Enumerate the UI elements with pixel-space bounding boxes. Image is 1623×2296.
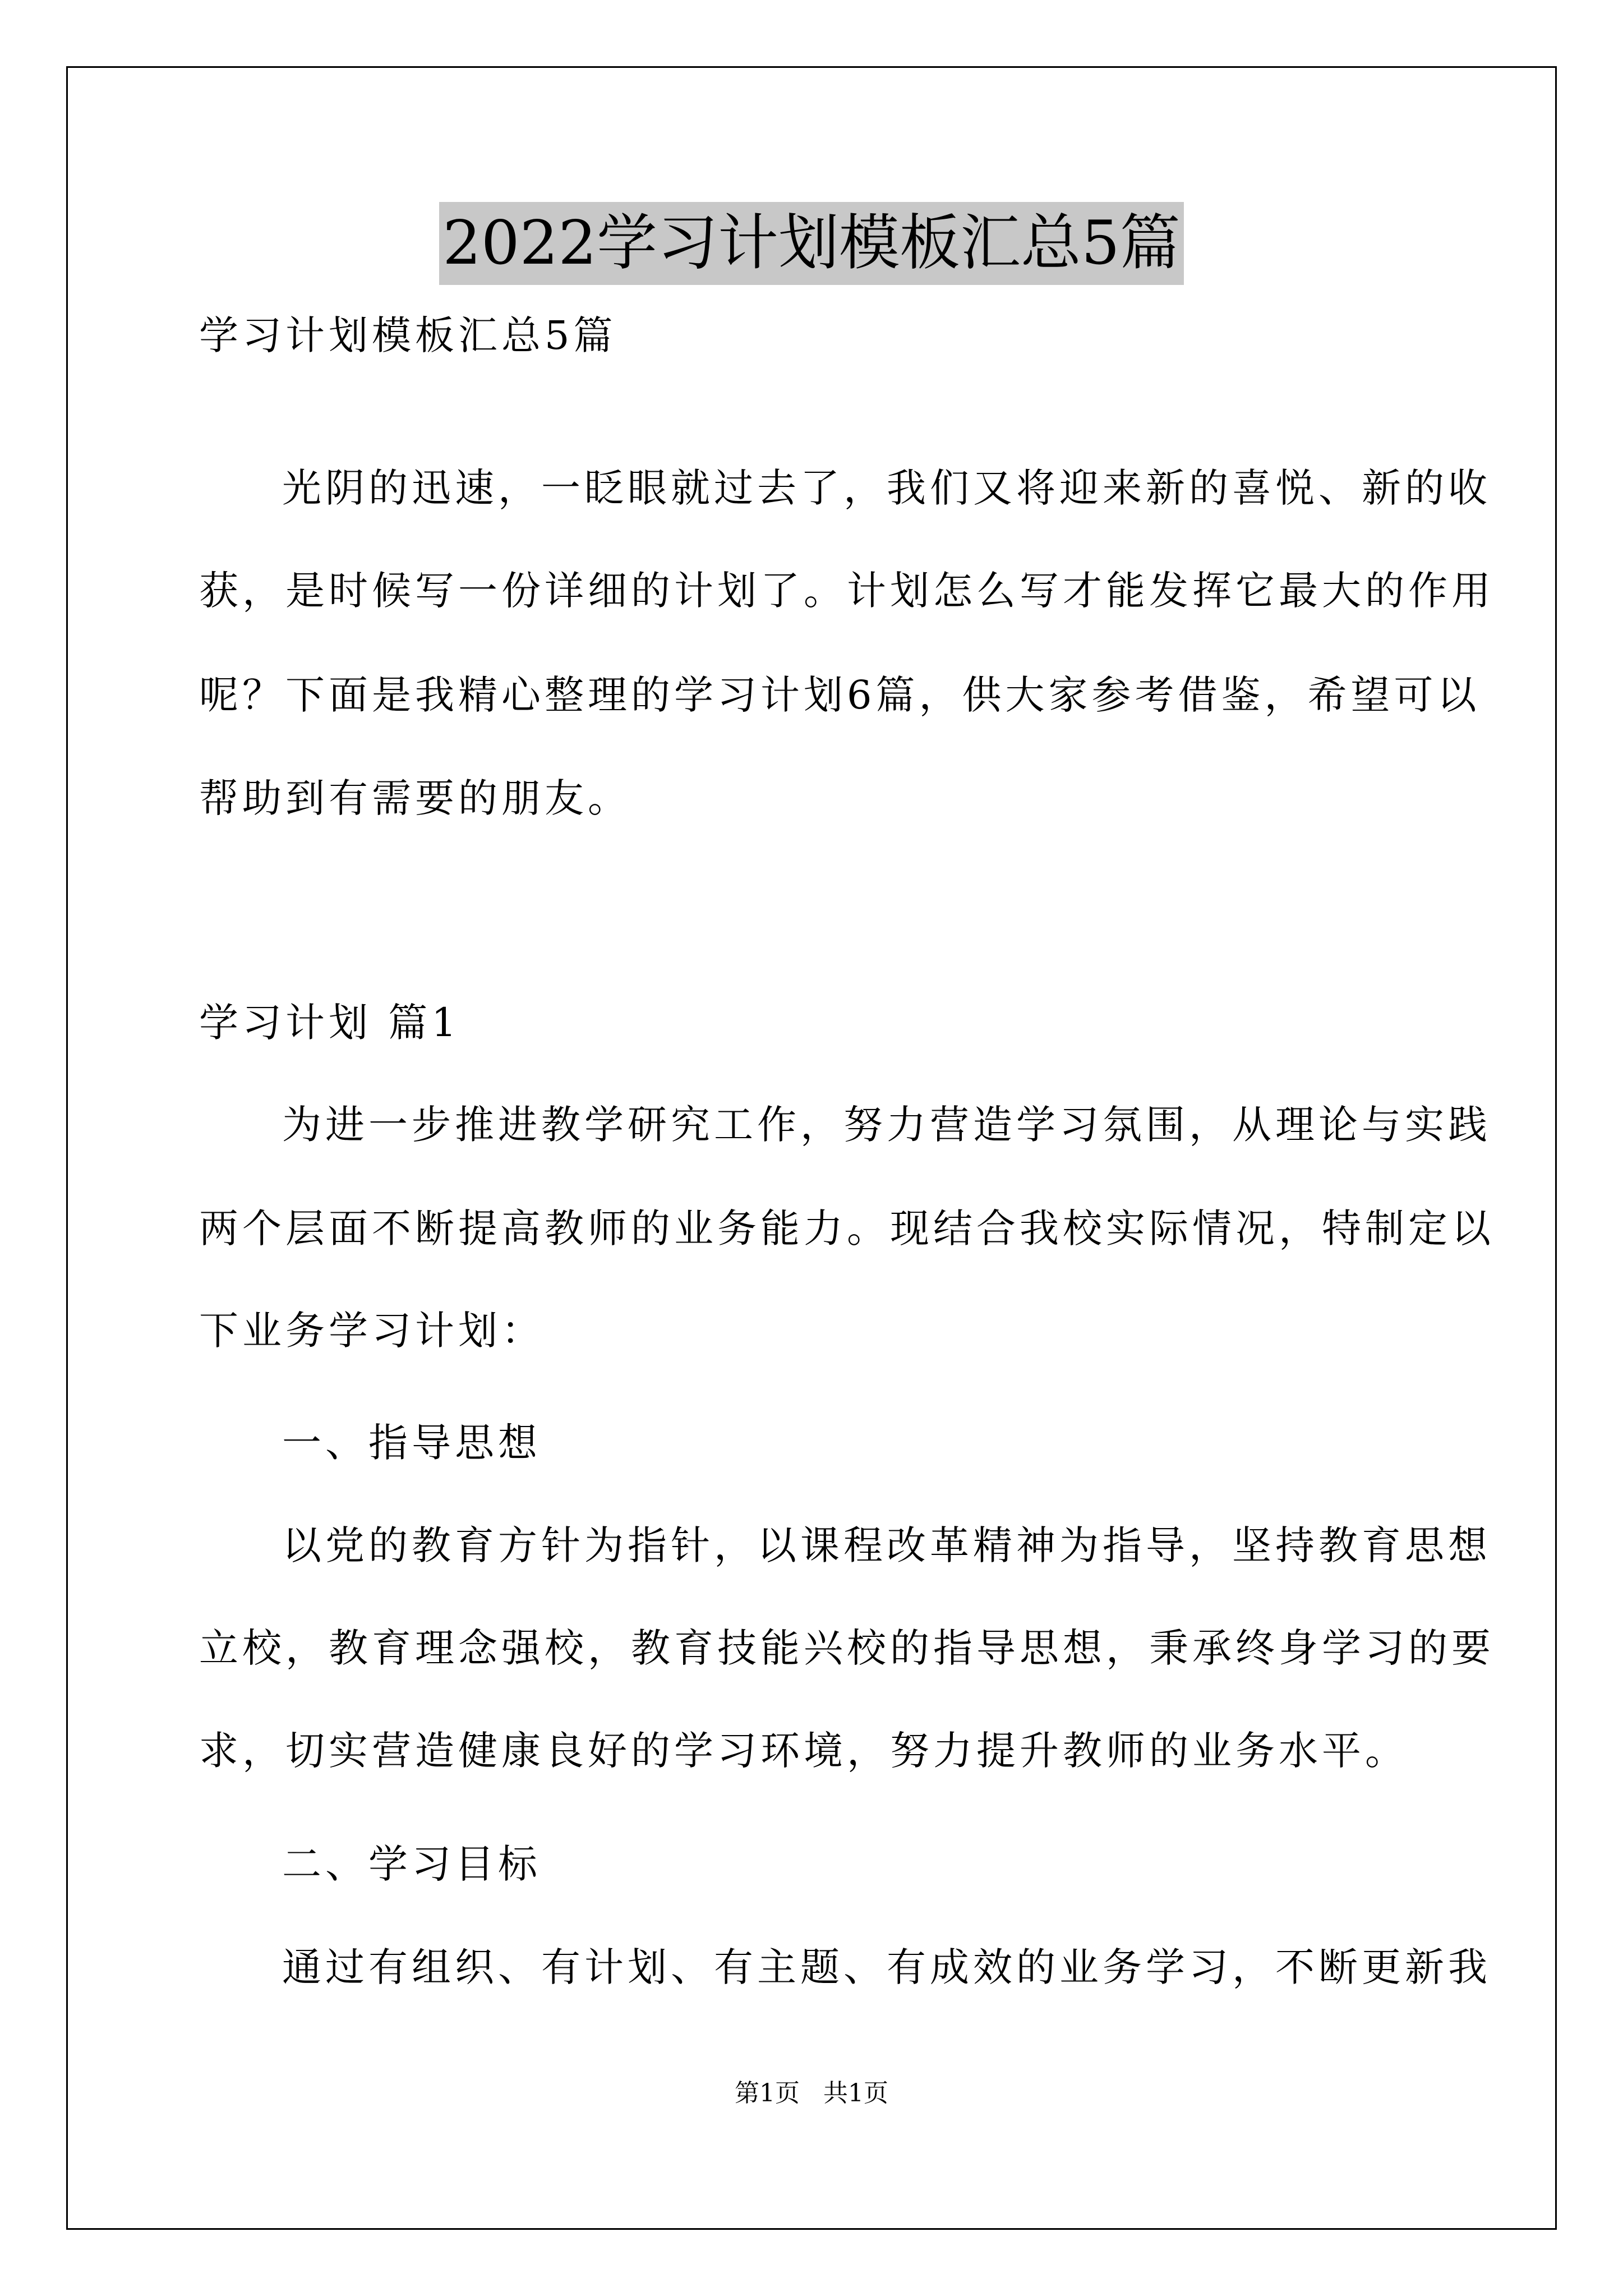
- para3-line-1: 通过有组织、有计划、有主题、有成效的业务学习，不断更新我: [282, 1944, 1491, 1990]
- para1-line-2: 两个层面不断提高教师的业务能力。现结合我校实际情况，特制定以: [199, 1205, 1495, 1251]
- heading-learning-goals: 二、学习目标: [282, 1841, 541, 1887]
- para1-line-1: 为进一步推进教学研究工作，努力营造学习氛围，从理论与实践: [282, 1102, 1491, 1148]
- intro-line-4: 帮助到有需要的朋友。: [199, 775, 631, 821]
- page-indicator: 第1页 共1页: [735, 2079, 888, 2108]
- para2-line-3: 求，切实营造健康良好的学习环境，努力提升教师的业务水平。: [199, 1728, 1408, 1774]
- title-container: [0, 202, 1623, 285]
- intro-line-2: 获，是时候写一份详细的计划了。计划怎么写才能发挥它最大的作用: [199, 568, 1495, 614]
- intro-line-3: 呢？下面是我精心整理的学习计划6篇，供大家参考借鉴，希望可以: [199, 672, 1481, 718]
- intro-line-1: 光阴的迅速，一眨眼就过去了，我们又将迎来新的喜悦、新的收: [282, 465, 1491, 511]
- heading-guiding-ideology: 一、指导思想: [282, 1420, 541, 1466]
- para2-line-2: 立校，教育理念强校，教育技能兴校的指导思想，秉承终身学习的要: [199, 1625, 1495, 1671]
- document-title: 2022学习计划模板汇总5篇: [439, 202, 1184, 285]
- para1-line-3: 下业务学习计划：: [199, 1308, 545, 1354]
- document-subtitle: 学习计划模板汇总5篇: [199, 312, 617, 358]
- para2-line-1: 以党的教育方针为指针，以课程改革精神为指导，坚持教育思想: [282, 1522, 1491, 1568]
- section-heading: 学习计划 篇1: [199, 1000, 460, 1046]
